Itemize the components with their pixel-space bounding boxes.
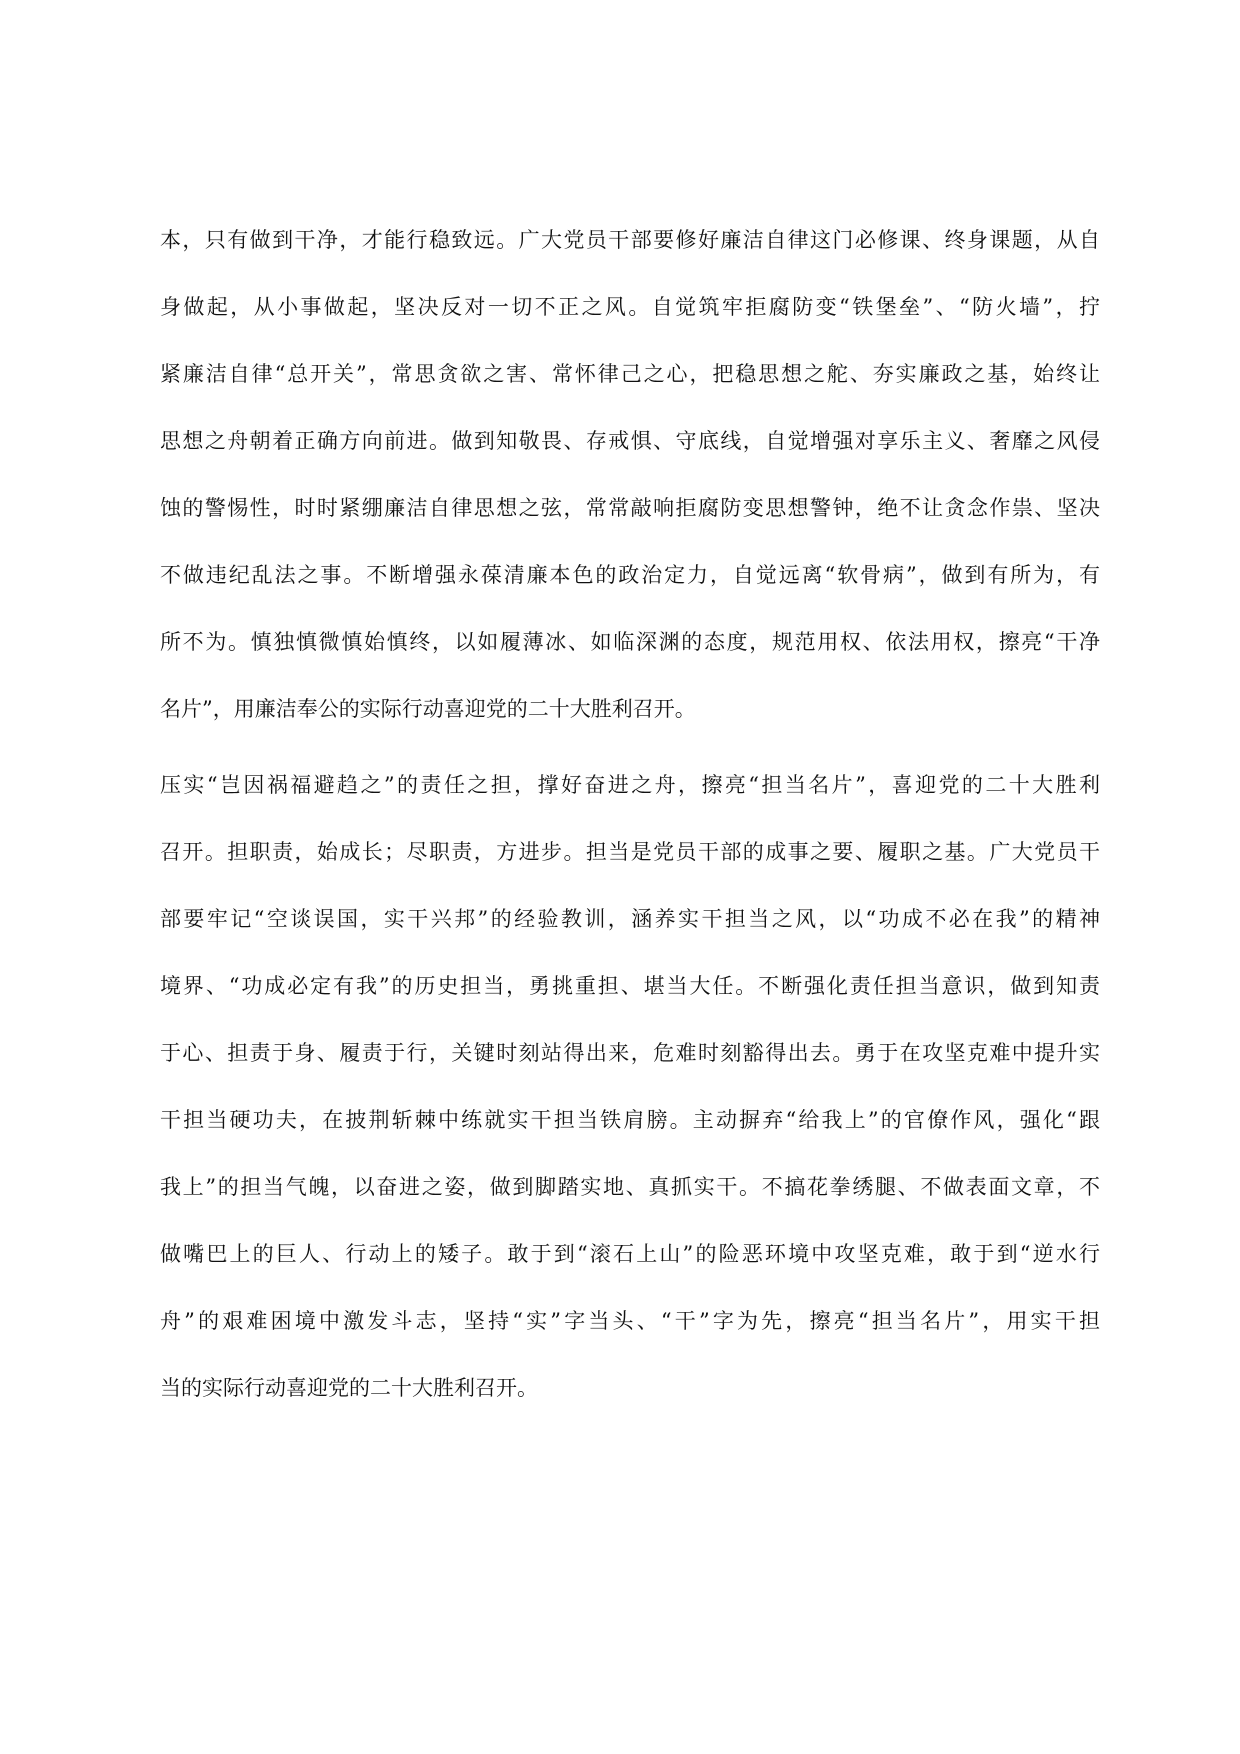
document-body <box>160 226 1100 1441</box>
text-line: 当的实际行动喜迎党的二十大胜利召开。 <box>160 1376 538 1400</box>
text-line: 本，只有做到干净，才能行稳致远。广大党员干部要修好廉洁自律这门必修课、终身课题，从自 <box>160 228 1100 252</box>
text-line: 所不为。慎独慎微慎始慎终，以如履薄冰、如临深渊的态度，规范用权、依法用权，擦亮“干净 <box>160 630 1100 654</box>
text-line: 召开。担职责，始成长；尽职责，方进步。担当是党员干部的成事之要、履职之基。广大党员干 <box>160 840 1100 864</box>
text-line: 紧廉洁自律“总开关”，常思贪欲之害、常怀律己之心，把稳思想之舵、夯实廉政之基，始终让 <box>160 362 1100 386</box>
text-line: 境界、“功成必定有我”的历史担当，勇挑重担、堪当大任。不断强化责任担当意识，做到知责 <box>160 974 1100 998</box>
text-line: 蚀的警惕性，时时紧绷廉洁自律思想之弦，常常敲响拒腐防变思想警钟，绝不让贪念作祟、坚决 <box>160 496 1100 520</box>
text-line: 思想之舟朝着正确方向前进。做到知敬畏、存戒惧、守底线，自觉增强对享乐主义、奢靡之风侵 <box>160 429 1100 453</box>
text-line: 部要牢记“空谈误国，实干兴邦”的经验教训，涵养实干担当之风，以“功成不必在我”的精神 <box>160 907 1100 931</box>
text-line: 压实“岂因祸福避趋之”的责任之担，撑好奋进之舟，擦亮“担当名片”，喜迎党的二十大胜利 <box>160 773 1100 797</box>
paragraph-spacer <box>160 762 1100 771</box>
text-line: 不做违纪乱法之事。不断增强永葆清廉本色的政治定力，自觉远离“软骨病”，做到有所为，有 <box>160 563 1100 587</box>
text-line: 干担当硬功夫，在披荆斩棘中练就实干担当铁肩膀。主动摒弃“给我上”的官僚作风，强化“跟 <box>160 1108 1100 1132</box>
text-line: 于心、担责于身、履责于行，关键时刻站得出来，危难时刻豁得出去。勇于在攻坚克难中提升实 <box>160 1041 1100 1065</box>
paragraph-integrity <box>160 226 1100 762</box>
text-line: 我上”的担当气魄，以奋进之姿，做到脚踏实地、真抓实干。不搞花拳绣腿、不做表面文章，不 <box>160 1175 1100 1199</box>
text-line: 做嘴巴上的巨人、行动上的矮子。敢于到“滚石上山”的险恶环境中攻坚克难，敢于到“逆水行 <box>160 1242 1100 1266</box>
text-line: 舟”的艰难困境中激发斗志，坚持“实”字当头、“干”字为先，擦亮“担当名片”，用实干担 <box>160 1309 1100 1333</box>
text-line: 名片”，用廉洁奉公的实际行动喜迎党的二十大胜利召开。 <box>160 697 696 721</box>
text-line: 身做起，从小事做起，坚决反对一切不正之风。自觉筑牢拒腐防变“铁堡垒”、“防火墙”，拧 <box>160 295 1100 319</box>
paragraph-responsibility <box>160 771 1100 1441</box>
